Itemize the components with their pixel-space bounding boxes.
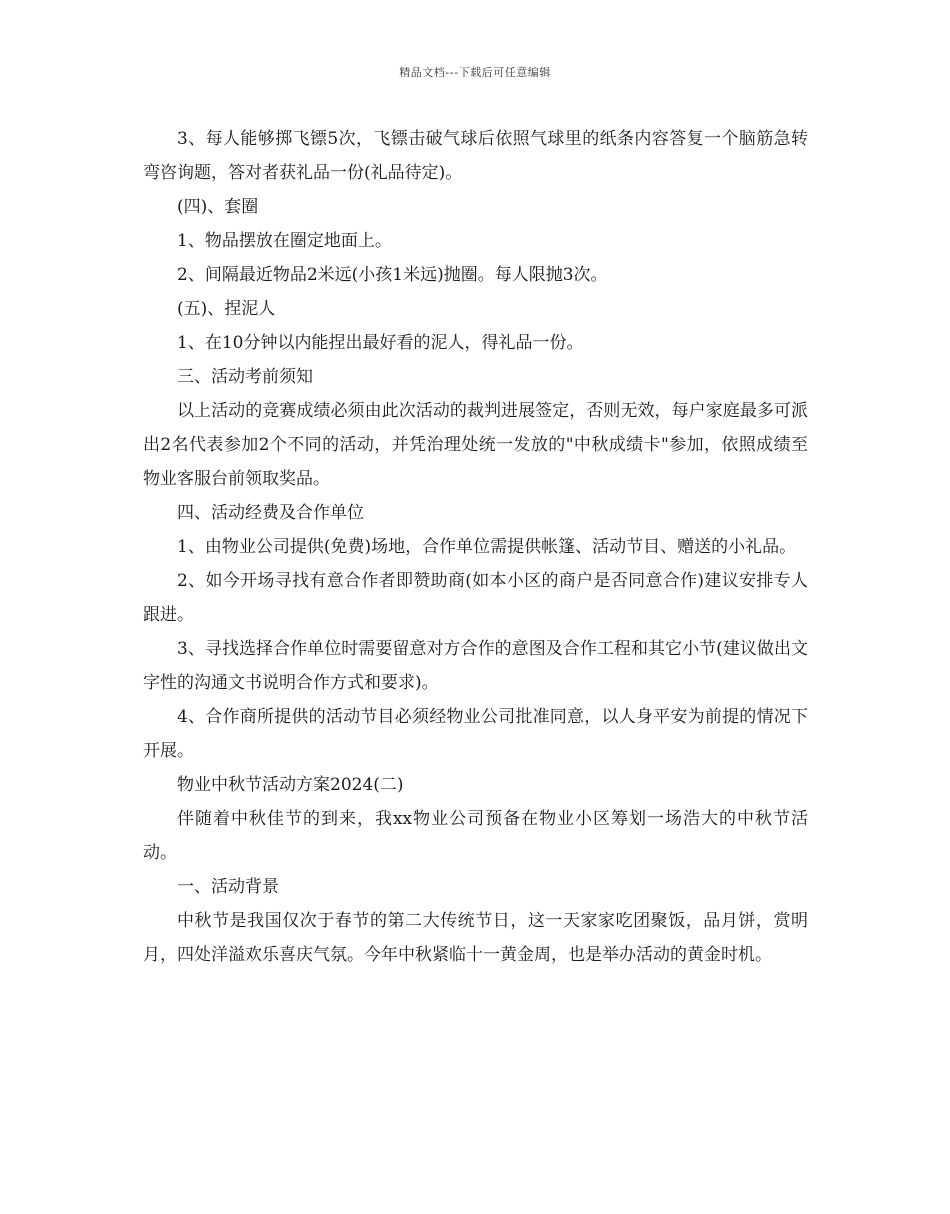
paragraph: 2、如今开场寻找有意合作者即赞助商(如本小区的商户是否同意合作)建议安排专人跟进。 [143,571,808,625]
document-title: 物业中秋节活动方案2024(二) [177,775,404,795]
paragraph: 1、物品摆放在圈定地面上。 [177,231,392,251]
paragraph: 中秋节是我国仅次于春节的第二大传统节日，这一天家家吃团聚饭，品月饼，赏明月，四处洋溢欢乐喜庆气氛。今年中秋紧临十一黄金周，也是举办活动的黄金时机。 [143,911,808,965]
paragraph: 1、在10分钟以内能捏出最好看的泥人，得礼品一份。 [177,333,584,353]
paragraph: 4、合作商所提供的活动节目必须经物业公司批准同意，以人身平安为前提的情况下开展。 [143,707,808,761]
paragraph: 3、每人能够掷飞镖5次，飞镖击破气球后依照气球里的纸条内容答复一个脑筋急转弯咨询题，答对者获礼品一份(礼品待定)。 [143,129,808,183]
document-body [143,122,808,972]
section-heading: 三、活动考前须知 [177,367,313,387]
paragraph: 2、间隔最近物品2米远(小孩1米远)抛圈。每人限抛3次。 [177,265,608,285]
paragraph: 3、寻找选择合作单位时需要留意对方合作的意图及合作工程和其它小节(建议做出文字性的沟通文书说明合作方式和要求)。 [143,639,808,693]
section-heading: (四)、套圈 [177,197,259,217]
section-heading: (五)、捏泥人 [177,299,276,319]
paragraph: 1、由物业公司提供(免费)场地，合作单位需提供帐篷、活动节目、赠送的小礼品。 [177,537,797,557]
paragraph: 伴随着中秋佳节的到来，我xx物业公司预备在物业小区筹划一场浩大的中秋节活动。 [143,809,808,863]
section-heading: 四、活动经费及合作单位 [177,503,364,523]
paragraph: 以上活动的竞赛成绩必须由此次活动的裁判进展签定，否则无效，每户家庭最多可派出2名代表参加2个不同的活动，并凭治理处统一发放的"中秋成绩卡"参加，依照成绩至物业客服台前领取奖品。 [143,401,808,489]
section-heading: 一、活动背景 [177,877,279,897]
page-header: 精品文档---下载后可任意编辑 [399,66,551,79]
